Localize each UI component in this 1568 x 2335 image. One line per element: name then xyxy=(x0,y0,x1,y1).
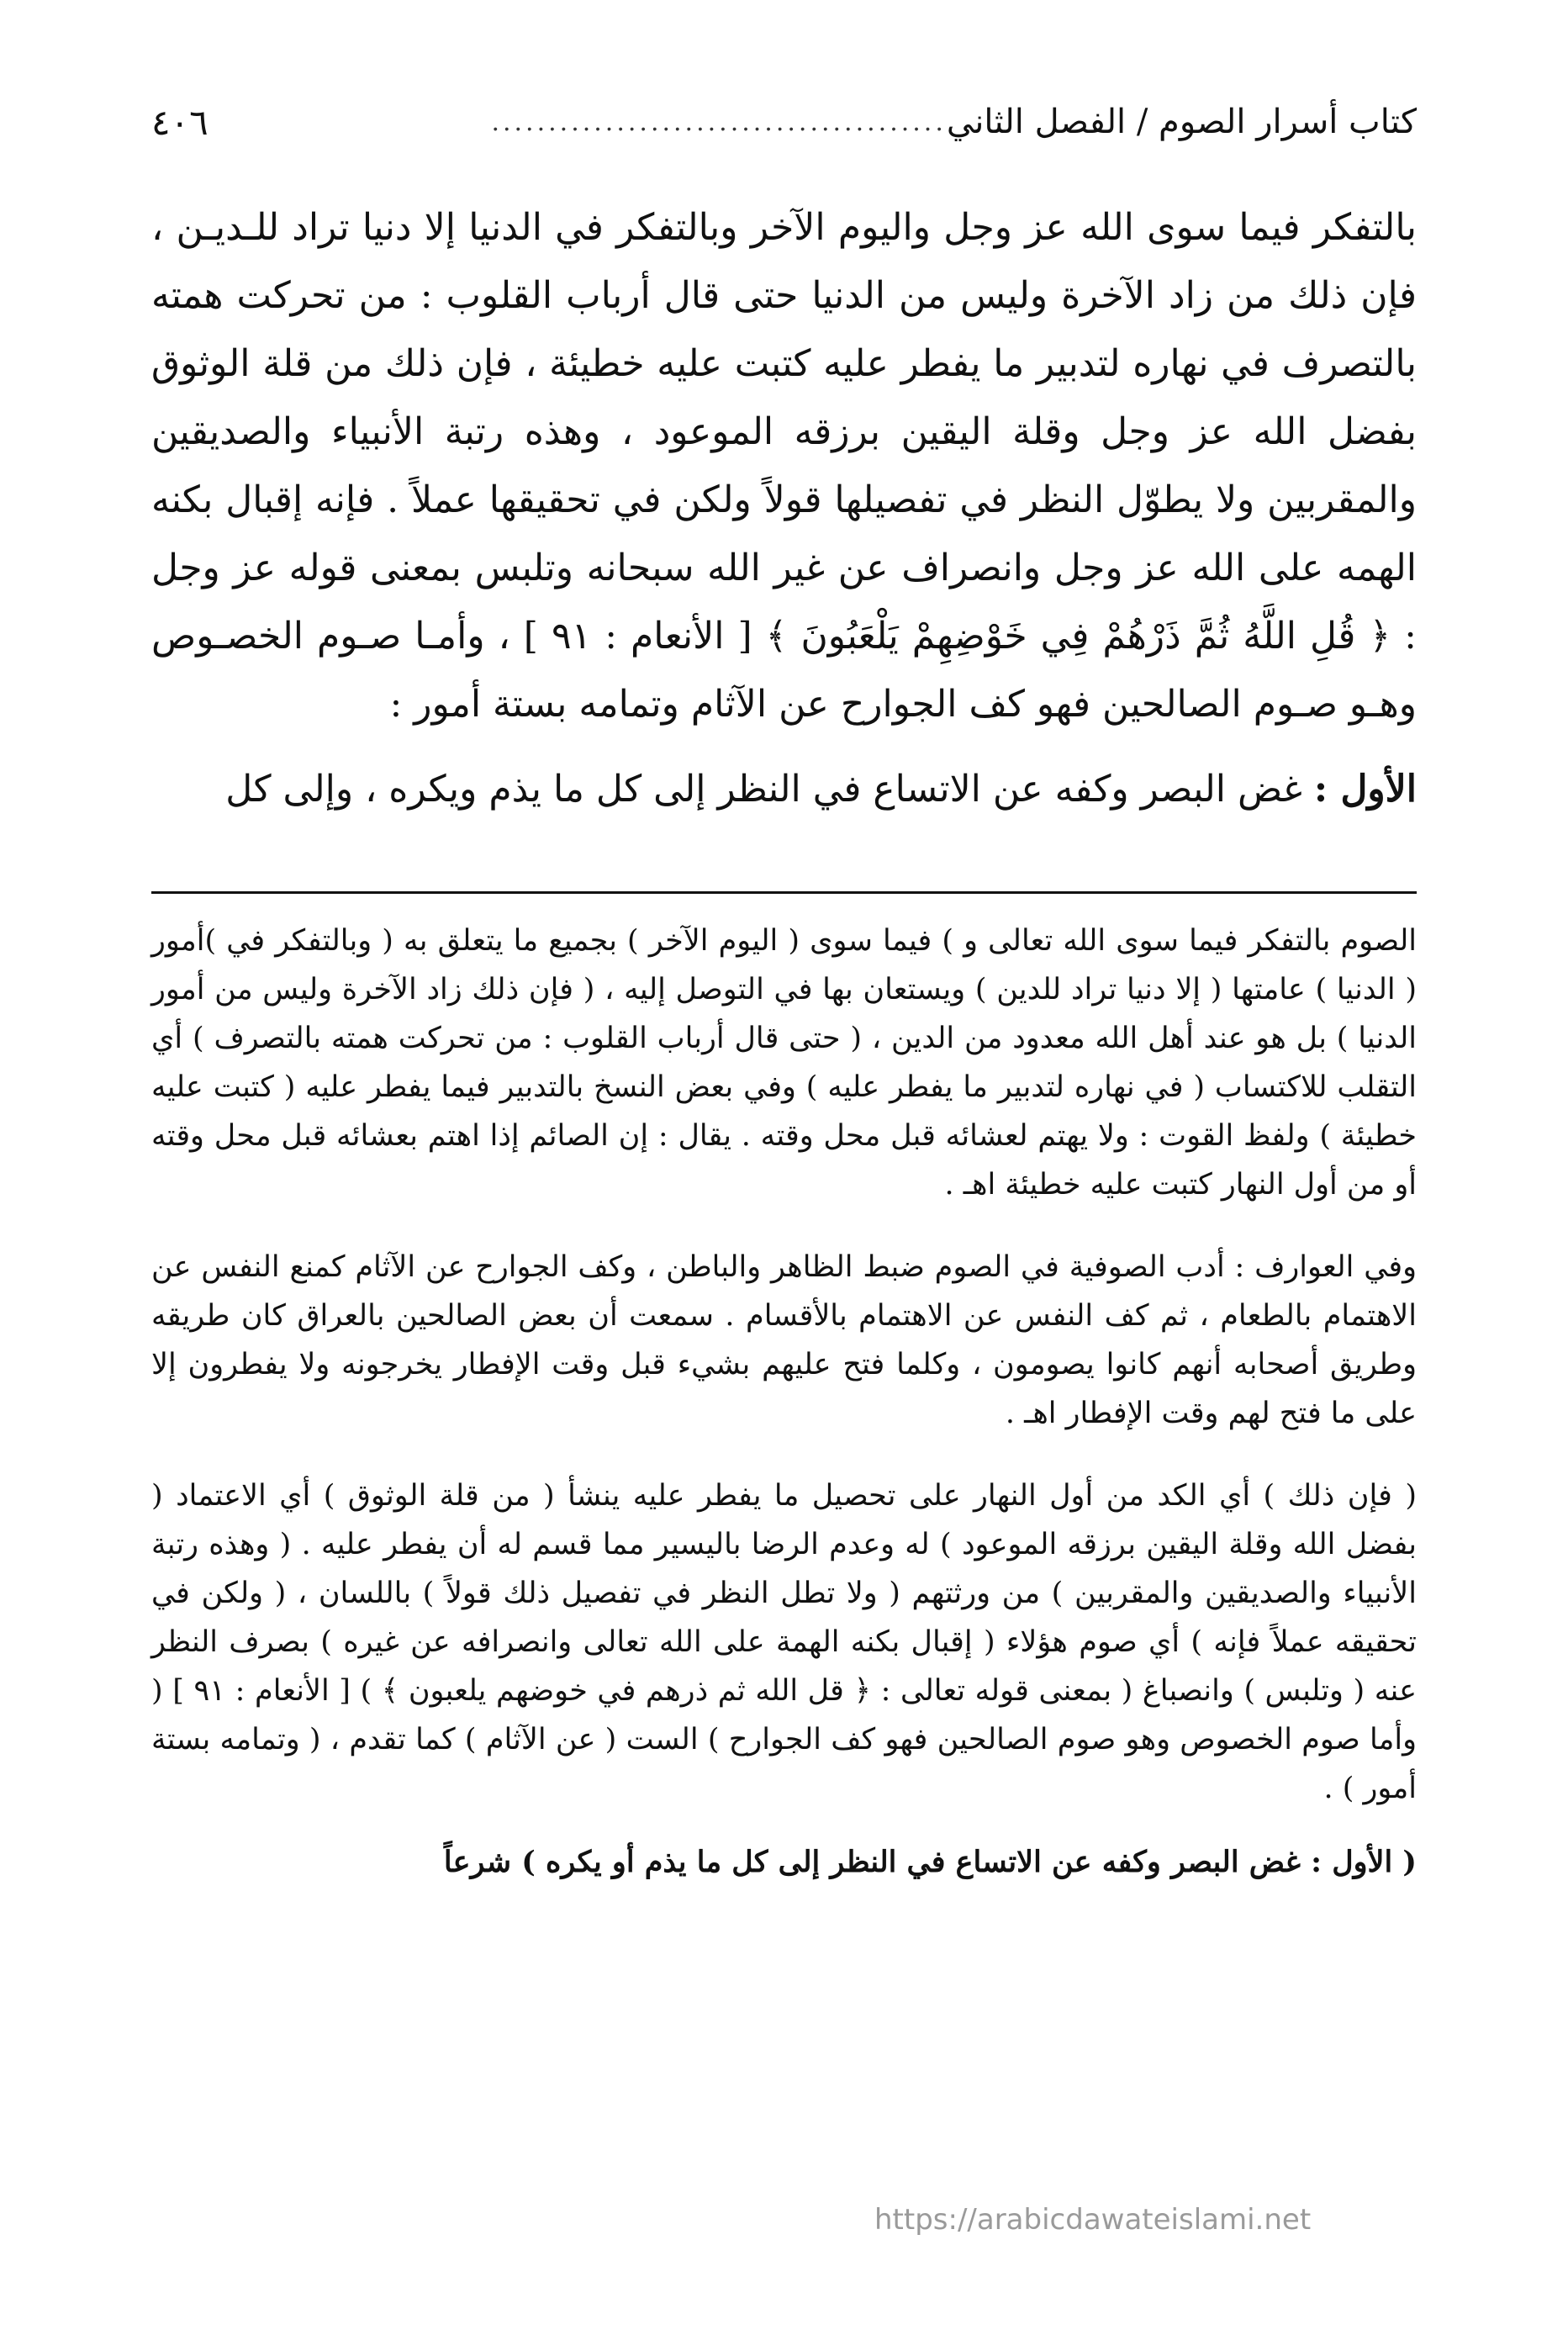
main-paragraph: بالتفكر فيما سوى الله عز وجل واليوم الآخر وبالتفكر في الدنيا إلا دنيا تراد للـديـن ، فإن ذلك من زاد الآخرة وليس من الدنيا حتى قال أرباب القلوب : من تحركت همته بالتصرف في نهاره لتدبير ما يفطر عليه كتبت عليه خطيئة ، فإن ذلك من قلة الوثوق بفضل الله عز وجل وقلة اليقين برزقه الموعود ، وهذه رتبة الأنبياء والصديقين والمقربين ولا يطوّل النظر في تفصيلها قولاً ولكن في تحقيقها عملاً . فإنه إقبال بكنه الهمه على الله عز وجل وانصراف عن غير الله سبحانه وتلبس بمعنى قوله عز وجل : ﴿ قُلِ اللَّهُ ثُمَّ ذَرْهُمْ فِي خَوْضِهِمْ يَلْعَبُونَ ﴾ [ الأنعام : ٩١ ] ، وأمـا صـوم الخصـوص وهـو صـوم الصالحين فهو كف الجوارح عن الآثام وتمامه بستة أمور : xyxy=(151,206,1417,726)
point-label: الأول : xyxy=(1313,768,1417,811)
commentary-section xyxy=(151,917,1417,1920)
point-text: غض البصر وكفه عن الاتساع في النظر إلى كل ما يذم ويكره ، وإلى كل xyxy=(225,768,1302,811)
main-text xyxy=(151,193,1417,823)
commentary-paragraph-3: ( فإن ذلك ) أي الكد من أول النهار على تحصيل ما يفطر عليه ينشأ ( من قلة الوثوق ) أي الاعتماد ( بفضل الله وقلة اليقين برزقه الموعود ) له وعدم الرضا باليسير مما قسم له أن يفطر عليه . ( وهذه رتبة الأنبياء والصديقين والمقربين ) من ورثتهم ( ولا تطل النظر في تفصيل ذلك قولاً ) باللسان ، ( ولكن في تحقيقه عملاً فإنه ) أي صوم هؤلاء ( إقبال بكنه الهمة على الله تعالى وانصرافه عن غيره ) بصرف النظر عنه ( وتلبس ) وانصباغ ( بمعنى قوله تعالى : ﴿ قل الله ثم ذرهم في خوضهم يلعبون ﴾ ) [ الأنعام : ٩١ ] ( وأما صوم الخصوص وهو صوم الصالحين فهو كف الجوارح ) الست ( عن الآثام ) كما تقدم ، ( وتمامه بستة أمور ) . xyxy=(151,1479,1417,1805)
commentary-last-line: ( الأول : غض البصر وكفه عن الاتساع في النظر إلى كل ما يذم أو يكره ) شرعاً xyxy=(443,1845,1417,1879)
footnote-divider xyxy=(151,891,1417,894)
running-title xyxy=(466,103,1417,141)
chapter-title: كتاب أسرار الصوم / الفصل الثاني xyxy=(946,103,1417,141)
page-header xyxy=(151,88,1417,156)
page-number: ٤٠٦ xyxy=(151,101,209,143)
leader-dots: ........................................ xyxy=(491,107,947,137)
watermark-url: https://arabicdawateislami.net xyxy=(874,2203,1312,2237)
first-point xyxy=(151,755,1417,823)
commentary-paragraph-2: وفي العوارف : أدب الصوفية في الصوم ضبط الظاهر والباطن ، وكف الجوارح عن الآثام كمنع النفس عن الاهتمام بالطعام ، ثم كف النفس عن الاهتمام بالأقسام . سمعت أن بعض الصالحين بالعراق كان طريقه وطريق أصحابه أنهم كانوا يصومون ، وكلما فتح عليهم بشيء قبل وقت الإفطار يخرجونه ولا يفطرون إلا على ما فتح لهم وقت الإفطار اهـ . xyxy=(151,1250,1417,1430)
commentary-paragraph-1: الصوم بالتفكر فيما سوى الله تعالى و ) فيما سوى ( اليوم الآخر ) بجميع ما يتعلق به ( وبالتفكر في )أمور ( الدنيا ) عامتها ( إلا دنيا تراد للدين ) ويستعان بها في التوصل إليه ، ( فإن ذلك زاد الآخرة وليس من أمور الدنيا ) بل هو عند أهل الله معدود من الدين ، ( حتى قال أرباب القلوب : من تحركت همته بالتصرف ) أي التقلب للاكتساب ( في نهاره لتدبير ما يفطر عليه ) وفي بعض النسخ بالتدبير فيما يفطر عليه ( كتبت عليه خطيئة ) ولفظ القوت : ولا يهتم لعشائه قبل محل وقته . يقال : إن الصائم إذا اهتم بعشائه قبل محل وقته أو من أول النهار كتبت عليه خطيئة اهـ . xyxy=(151,924,1417,1202)
